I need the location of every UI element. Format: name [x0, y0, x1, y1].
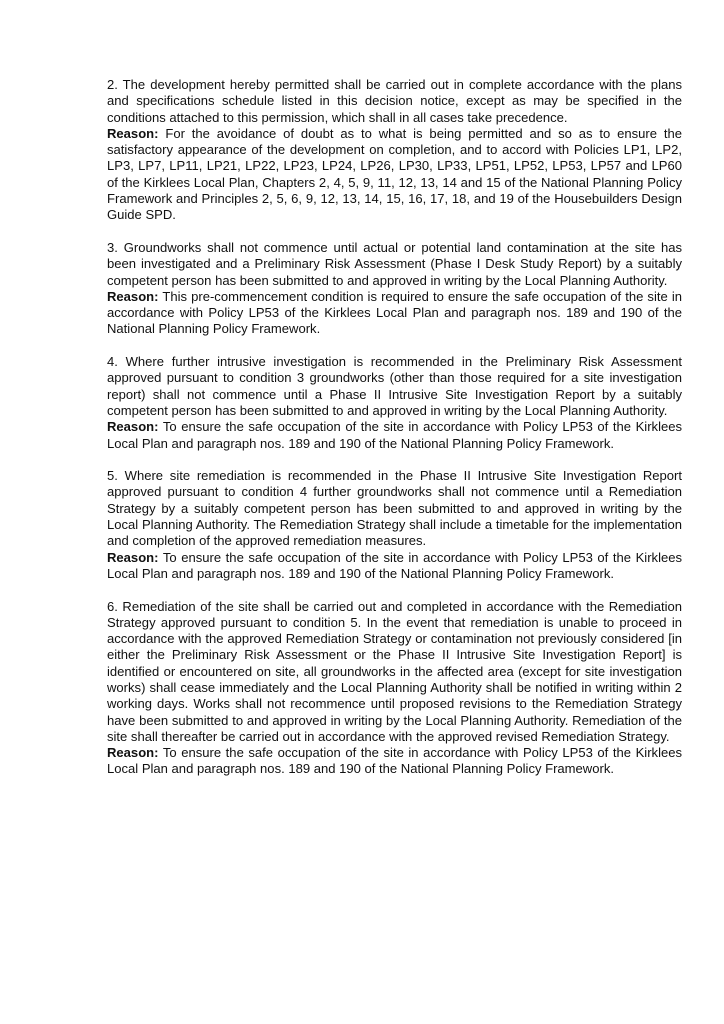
condition-4-reason: [107, 419, 682, 452]
reason-text: To ensure the safe occupation of the site in accordance with Policy LP53 of the Kirklees Local Plan and paragraph nos. 189 and 190 of the National Planning Policy Framework.: [107, 745, 682, 777]
reason-label: Reason:: [107, 745, 159, 761]
condition-3: [107, 240, 682, 338]
reason-text: To ensure the safe occupation of the site in accordance with Policy LP53 of the Kirklees Local Plan and paragraph nos. 189 and 190 of the National Planning Policy Framework.: [107, 419, 682, 451]
condition-2: [107, 77, 682, 224]
condition-6: [107, 599, 682, 778]
reason-text: To ensure the safe occupation of the site in accordance with Policy LP53 of the Kirklees Local Plan and paragraph nos. 189 and 190 of the National Planning Policy Framework.: [107, 549, 682, 581]
condition-2-reason: [107, 126, 682, 224]
condition-2-text: 2. The development hereby permitted shall be carried out in complete accordance with the plans and specifications schedule listed in this decision notice, except as may be specified in the conditions attached to this permission, which shall in all cases take precedence.: [107, 77, 682, 125]
reason-label: Reason:: [107, 549, 159, 565]
condition-3-reason: [107, 289, 682, 338]
reason-label: Reason:: [107, 125, 159, 141]
condition-6-text: 6. Remediation of the site shall be carried out and completed in accordance with the Remediation Strategy approved pursuant to condition 5. In the event that remediation is unable to proceed in accordance with the approved Remediation Strategy or contamination not previously considered [in either the Preliminary Risk Assessment or the Phase II Intrusive Site Investigation Report] is identified or encountered on site, all groundworks in the affected area (except for site investigation works) shall cease immediately and the Local Planning Authority shall be notified in writing within 2 working days. Works shall not recommence until proposed revisions to the Remediation Strategy have been submitted to and approved in writing by the Local Planning Authority. Remediation of the site shall thereafter be carried out in accordance with the approved revised Remediation Strategy.: [107, 598, 682, 744]
condition-4: [107, 354, 682, 452]
reason-label: Reason:: [107, 288, 159, 304]
document-body: [107, 77, 682, 794]
condition-6-reason: [107, 745, 682, 778]
condition-3-text: 3. Groundworks shall not commence until actual or potential land contamination at the site has been investigated and a Preliminary Risk Assessment (Phase I Desk Study Report) by a suitably competent person has been submitted to and approved in writing by the Local Planning Authority.: [107, 239, 682, 288]
condition-4-text: 4. Where further intrusive investigation is recommended in the Preliminary Risk Assessment approved pursuant to condition 3 groundworks (other than those required for a site investigation report) shall not commence until a Phase II Intrusive Site Investigation Report by a suitably competent person has been submitted to and approved in writing by the Local Planning Authority.: [107, 354, 682, 418]
reason-text: For the avoidance of doubt as to what is being permitted and so as to ensure the satisfactory appearance of the development on completion, and to accord with Policies LP1, LP2, LP3, LP7, LP11, LP21, LP22, LP23, LP24, LP26, LP30, LP33, LP51, LP52, LP53, LP57 and LP60 of the Kirklees Local Plan, Chapters 2, 4, 5, 9, 11, 12, 13, 14 and 15 of the National Planning Policy Framework and Principles 2, 5, 6, 9, 12, 13, 14, 15, 16, 17, 18, and 19 of the Housebuilders Design Guide SPD.: [107, 125, 682, 223]
condition-5: [107, 468, 682, 582]
condition-5-reason: [107, 550, 682, 583]
condition-5-text: 5. Where site remediation is recommended in the Phase II Intrusive Site Investigation Report approved pursuant to condition 4 further groundworks shall not commence until a Remediation Strategy by a suitably competent person has been submitted to and approved in writing by the Local Planning Authority. The Remediation Strategy shall include a timetable for the implementation and completion of the approved remediation measures.: [107, 468, 682, 549]
reason-text: This pre-commencement condition is required to ensure the safe occupation of the site in accordance with Policy LP53 of the Kirklees Local Plan and paragraph nos. 189 and 190 of the National Planning Policy Framework.: [107, 288, 682, 337]
reason-label: Reason:: [107, 419, 159, 435]
